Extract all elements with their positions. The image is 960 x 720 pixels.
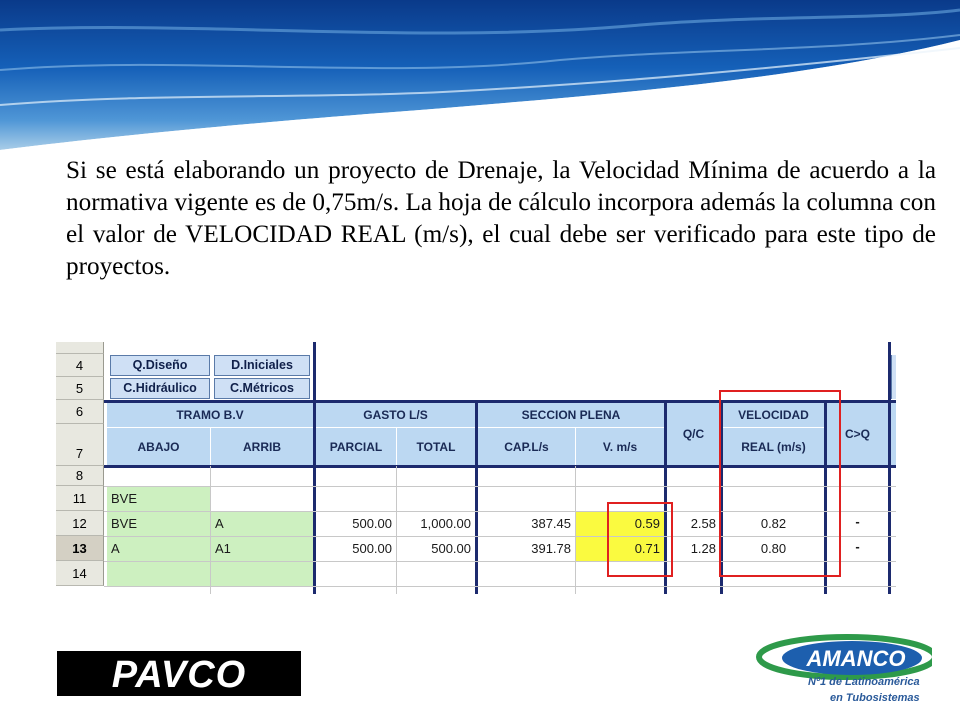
amanco-logo: [752, 632, 932, 682]
cell-cq[interactable]: -: [855, 539, 860, 554]
cell-total[interactable]: 500.00: [431, 541, 471, 556]
row-header-5: 5: [56, 377, 104, 400]
cell-velocidad-ms[interactable]: 0.59: [576, 512, 664, 536]
row-header-13: 13: [56, 536, 104, 561]
row-header-7: 7: [56, 424, 104, 466]
cell-arrib-empty[interactable]: [211, 562, 313, 586]
cell-qc[interactable]: 1.28: [690, 541, 716, 556]
cell-arrib[interactable]: A: [211, 512, 313, 536]
amanco-tagline-2: en Tubosistemas: [830, 692, 920, 704]
row-header-8: 8: [56, 466, 104, 486]
subheader-total: TOTAL: [397, 428, 475, 465]
spreadsheet-excerpt: [56, 342, 896, 594]
cell-abajo-empty[interactable]: [107, 562, 210, 586]
partial-button-edge: [891, 355, 896, 399]
cell-parcial[interactable]: 500.00: [352, 516, 392, 531]
header-velocidad: VELOCIDAD: [723, 403, 824, 427]
cell-abajo[interactable]: BVE: [107, 512, 210, 536]
q-diseno-button[interactable]: Q.Diseño: [110, 355, 210, 376]
partial-header-edge: [891, 403, 896, 465]
subheader-parcial: PARCIAL: [316, 428, 396, 465]
cell-qc[interactable]: 2.58: [690, 516, 716, 531]
row-header-14: 14: [56, 561, 104, 586]
pavco-wordmark: [57, 651, 301, 696]
subheader-cap: CAP.L/s: [478, 428, 575, 465]
subheader-qc: Q/C: [667, 403, 720, 465]
cell-total[interactable]: 1,000.00: [420, 516, 471, 531]
cell-abajo[interactable]: BVE: [107, 487, 210, 511]
svg-text:PAVCO: PAVCO: [111, 654, 247, 696]
row-header-11: 11: [56, 486, 104, 511]
explanation-paragraph: Si se está elaborando un proyecto de Drenaje, la Velocidad Mínima de acuerdo a la normativa vigente es de 0,75m/s. La hoja de cálculo incorpora además la columna con el valor de VELOCIDAD REAL (m/s), el cual debe ser verificado para este tipo de proyectos.: [66, 157, 936, 280]
header-seccion-plena: SECCION PLENA: [478, 403, 664, 427]
grid-line: [104, 586, 896, 587]
d-iniciales-button[interactable]: D.Iniciales: [214, 355, 310, 376]
subheader-real: REAL (m/s): [723, 428, 824, 465]
pavco-logo: [57, 651, 301, 696]
cell-parcial[interactable]: 500.00: [352, 541, 392, 556]
svg-text:AMANCO: AMANCO: [806, 646, 906, 671]
subheader-abajo: ABAJO: [107, 428, 210, 465]
cell-cap[interactable]: 387.45: [531, 516, 571, 531]
row-header-partial: [56, 342, 104, 354]
subheader-velocidad-ms: V. m/s: [576, 428, 664, 465]
water-banner: [0, 0, 960, 160]
cell-velocidad-real[interactable]: 0.82: [760, 516, 787, 531]
subheader-cq: C>Q: [827, 403, 888, 465]
row-header-6: 6: [56, 400, 104, 424]
header-tramo-bv: TRAMO B.V: [107, 403, 313, 427]
c-hidraulico-button[interactable]: C.Hidráulico: [110, 378, 210, 399]
cell-abajo[interactable]: A: [107, 537, 210, 561]
row-header-4: 4: [56, 354, 104, 377]
header-gasto: GASTO L/S: [316, 403, 475, 427]
amanco-tagline-1: Nº1 de Latinoamérica: [808, 676, 920, 688]
cell-cq[interactable]: -: [855, 514, 860, 529]
highlight-box-velocidad-ms: [607, 502, 673, 577]
row-header-12: 12: [56, 511, 104, 536]
cell-cap[interactable]: 391.78: [531, 541, 571, 556]
c-metricos-button[interactable]: C.Métricos: [214, 378, 310, 399]
highlight-box-velocidad-real: [719, 390, 841, 577]
cell-arrib[interactable]: A1: [211, 537, 313, 561]
cell-velocidad-real[interactable]: 0.80: [760, 541, 787, 556]
subheader-arrib: ARRIB: [211, 428, 313, 465]
cell-velocidad-ms[interactable]: 0.71: [576, 537, 664, 561]
